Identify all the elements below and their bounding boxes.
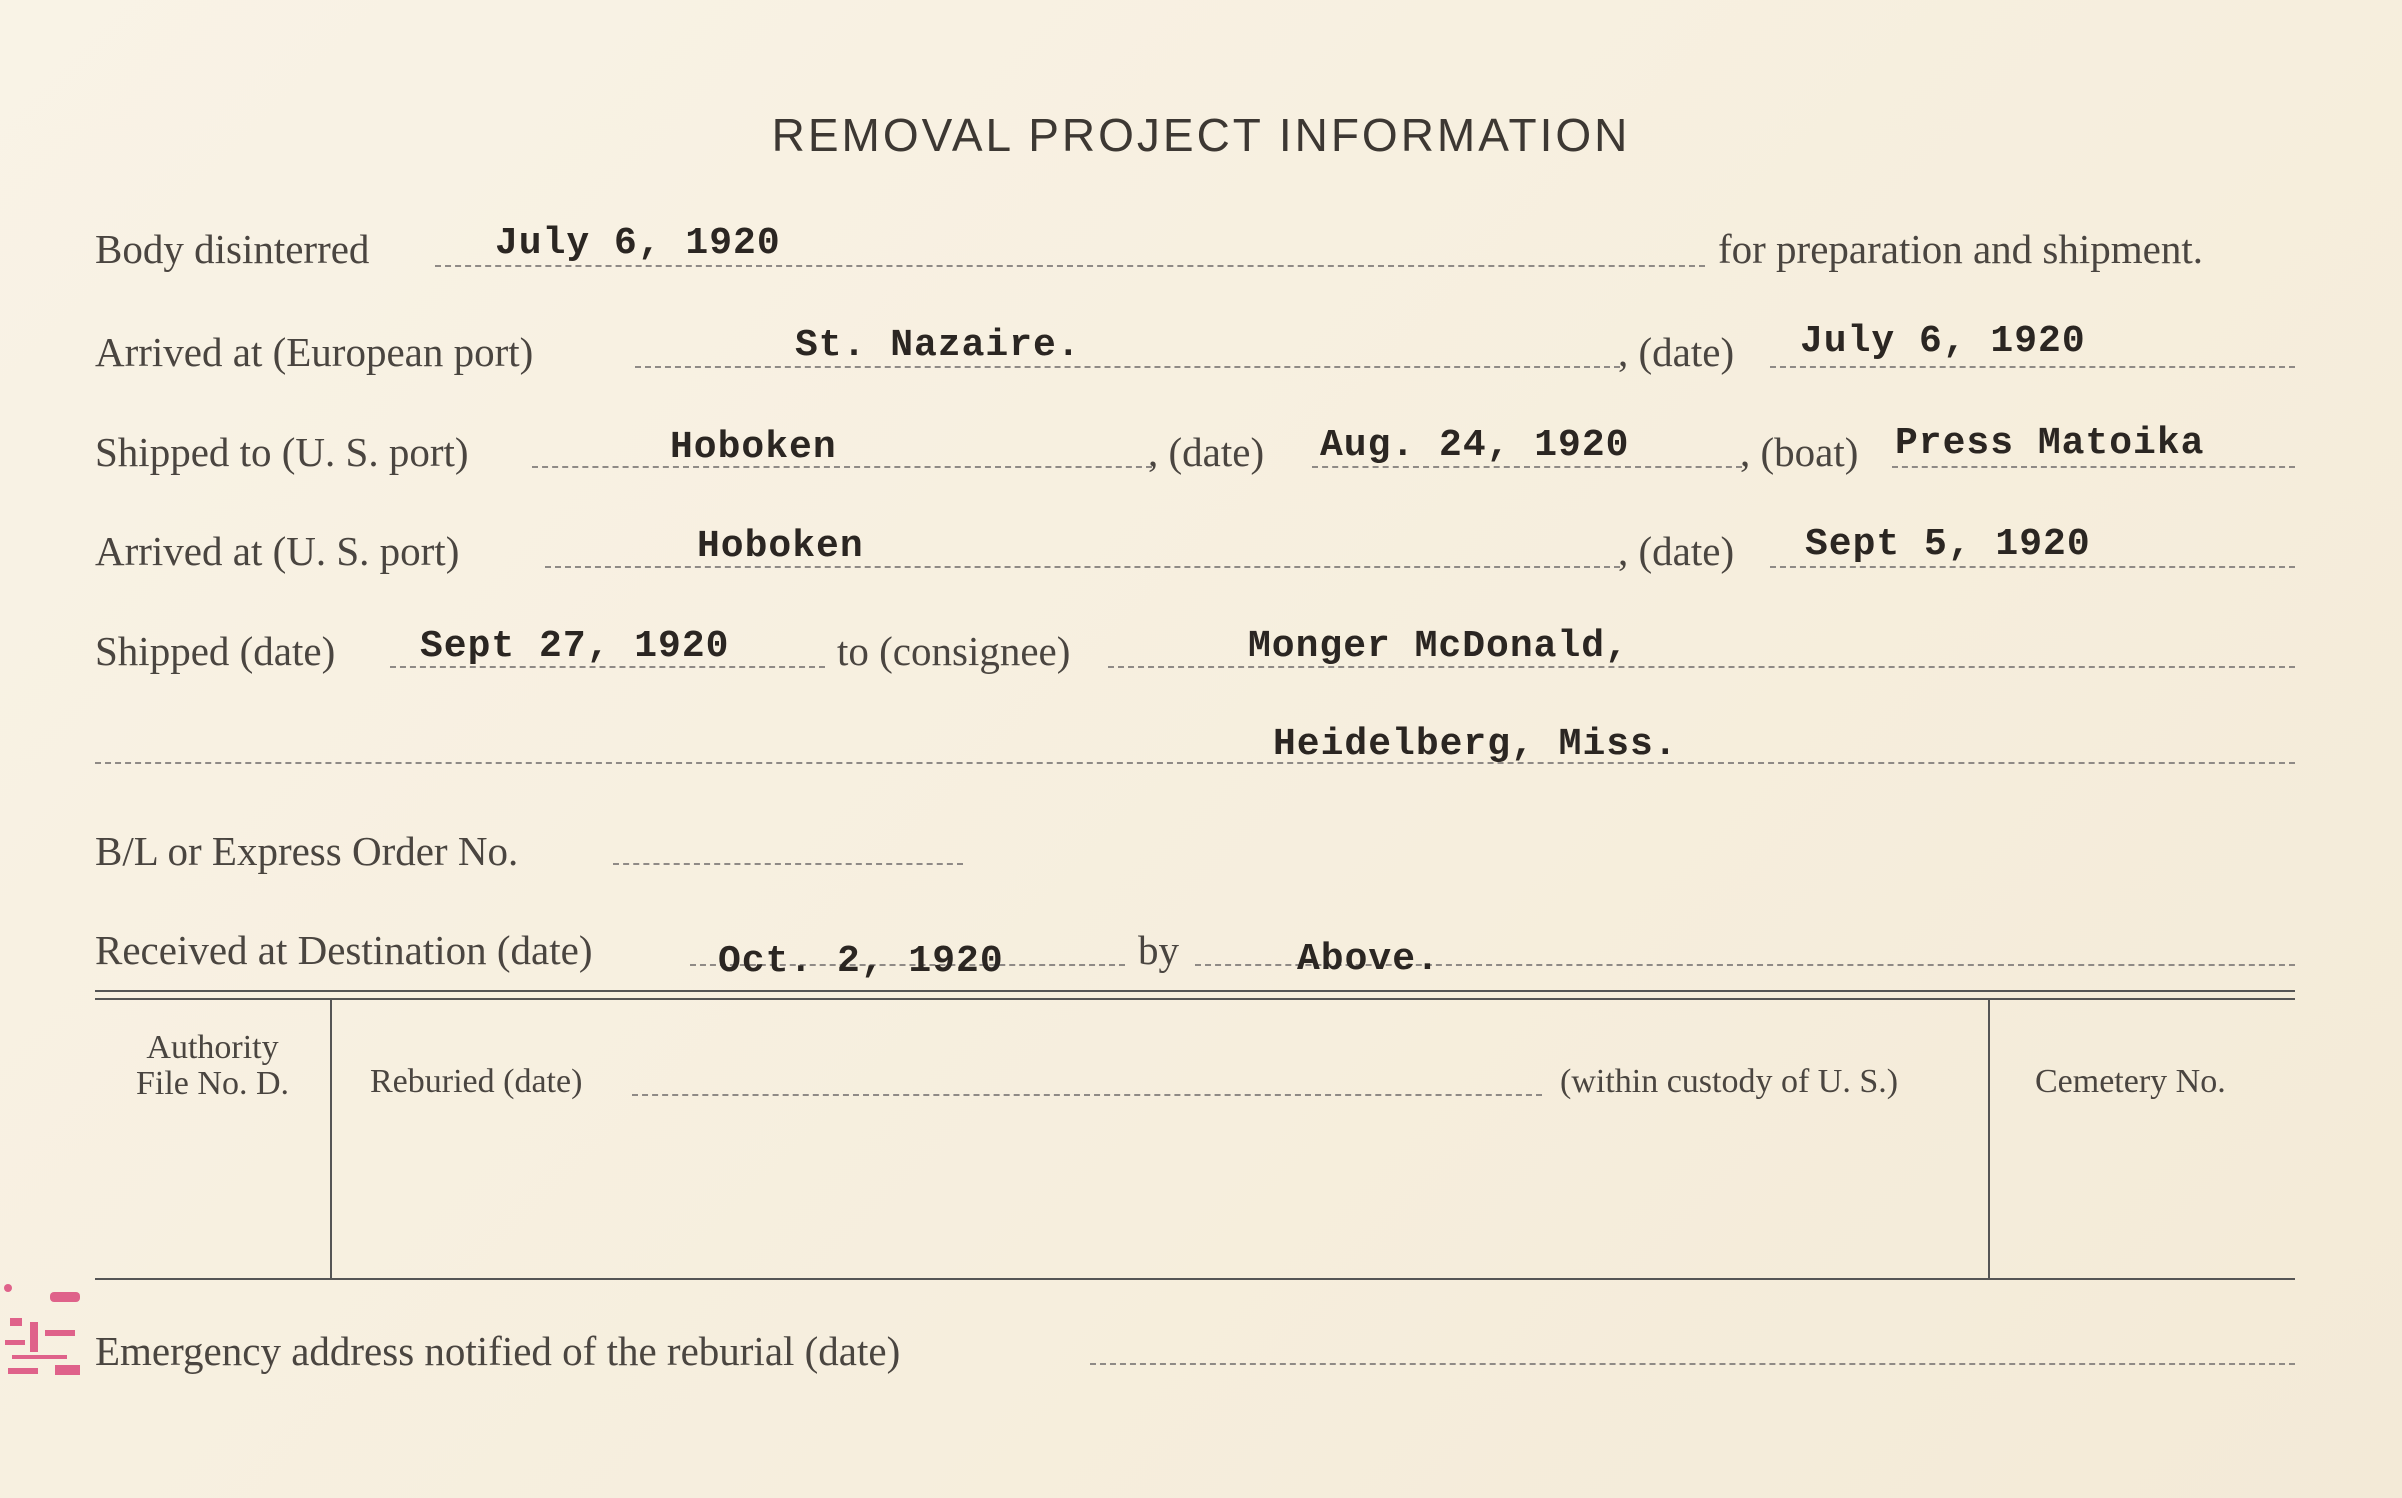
authority-label-line1: Authority <box>146 1029 279 1066</box>
received-by-value: Above. <box>1297 938 1440 981</box>
disinterred-suffix: for preparation and shipment. <box>1718 226 2204 272</box>
shipped-us-line <box>532 466 1152 468</box>
reburied-line <box>632 1094 1542 1096</box>
received-date: Oct. 2, 1920 <box>718 940 1004 983</box>
disinterred-value: July 6, 1920 <box>495 222 781 265</box>
shipped-us-date: Aug. 24, 1920 <box>1320 424 1630 467</box>
custody-label: (within custody of U. S.) <box>1560 1063 1899 1100</box>
arrived-us-label: Arrived at (U. S. port) <box>95 528 460 574</box>
authority-cell <box>95 1030 330 1102</box>
disinterred-label: Body disinterred <box>95 226 370 272</box>
arrived-european-value: St. Nazaire. <box>795 324 1081 367</box>
shipped-us-boat-label: , (boat) <box>1740 429 1859 475</box>
consignee-label: to (consignee) <box>837 628 1071 674</box>
stamp-mark <box>0 1280 90 1400</box>
arrived-us-value: Hoboken <box>697 525 864 568</box>
table-bottom-rule <box>95 1278 2295 1280</box>
arrived-european-line <box>635 366 1620 368</box>
consignee-value: Monger McDonald, <box>1248 625 1629 668</box>
arrived-european-date-line <box>1770 366 2295 368</box>
card-title: REMOVAL PROJECT INFORMATION <box>771 109 1631 161</box>
received-by-label: by <box>1138 927 1179 973</box>
emergency-label: Emergency address notified of the reburial (date) <box>95 1328 901 1374</box>
shipped-us-boat-line <box>1892 466 2295 468</box>
disinterred-line <box>435 265 1705 267</box>
table-divider-right <box>1988 1000 1990 1278</box>
cemetery-label: Cemetery No. <box>2035 1063 2226 1100</box>
table-top-rule-2 <box>95 998 2295 1000</box>
bl-order-label: B/L or Express Order No. <box>95 828 519 874</box>
shipped-us-boat: Press Matoika <box>1895 422 2205 465</box>
shipped-us-date-label: , (date) <box>1148 429 1265 475</box>
received-label: Received at Destination (date) <box>95 927 593 973</box>
emergency-line <box>1090 1363 2295 1365</box>
arrived-us-date: Sept 5, 1920 <box>1805 523 2091 566</box>
shipped-us-label: Shipped to (U. S. port) <box>95 429 469 475</box>
arrived-european-date-label: , (date) <box>1618 329 1735 375</box>
bl-order-line <box>613 863 963 865</box>
arrived-us-date-line <box>1770 566 2295 568</box>
arrived-us-date-label: , (date) <box>1618 528 1735 574</box>
arrived-european-date: July 6, 1920 <box>1800 320 2086 363</box>
shipped-date-value: Sept 27, 1920 <box>420 625 730 668</box>
reburied-label: Reburied (date) <box>370 1063 583 1100</box>
table-top-rule <box>95 990 2295 992</box>
arrived-european-label: Arrived at (European port) <box>95 329 534 375</box>
shipped-us-value: Hoboken <box>670 426 837 469</box>
authority-label-line2: File No. D. <box>136 1065 289 1102</box>
consignee-address: Heidelberg, Miss. <box>1273 723 1678 766</box>
shipped-date-label: Shipped (date) <box>95 628 336 674</box>
consignee-address-line <box>95 762 2295 764</box>
table-divider-left <box>330 1000 332 1278</box>
